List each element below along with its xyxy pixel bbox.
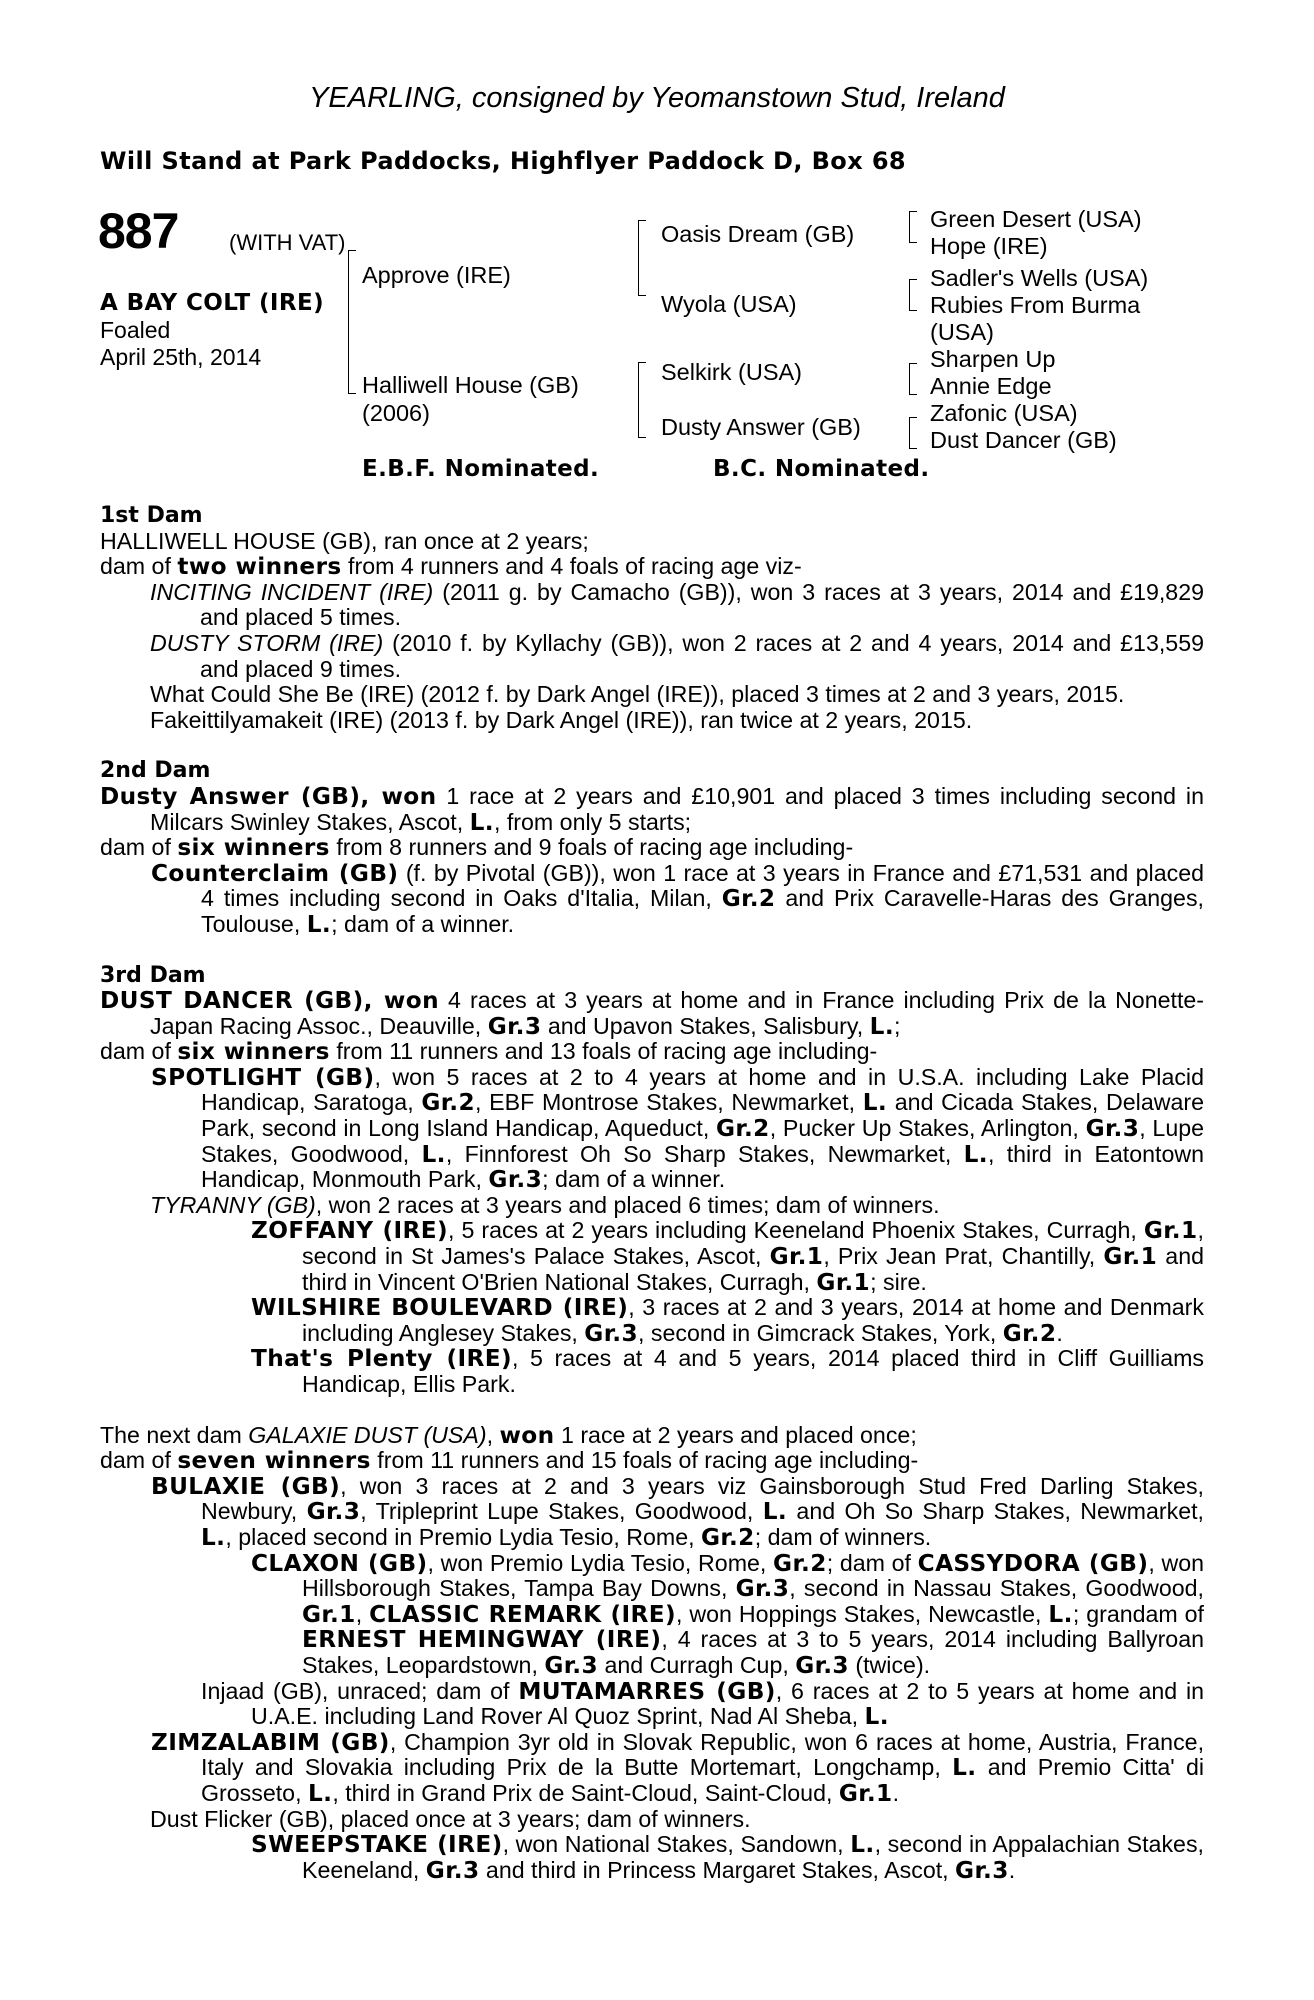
pedigree-bracket-dam <box>638 362 646 438</box>
pedigree-gg6: Annie Edge <box>930 373 1052 399</box>
second-dam-record: Dusty Answer (GB), won 1 race at 2 years and £10,901 and placed 3 times including second in Milcars Swinley Stakes, Ascot, L., from only 5 starts; <box>100 782 1204 836</box>
produce-injaad: Injaad (GB), unraced; dam of MUTAMARRES (GB), 6 races at 2 to 5 years at home and in U.A.E. including Land Rover Al Quoz Sprint, Nad Al Sheba, L. <box>201 1677 1204 1731</box>
produce-spotlight: SPOTLIGHT (GB), won 5 races at 2 to 4 years at home and in U.S.A. including Lake Placid Handicap, Saratoga, Gr.2, EBF Montrose Stakes, Newmarket, L. and Cicada Stakes, Delaware Park, second in Long Island Handicap, Aqueduct, Gr.2, Pucker Up Stakes, Arlington, Gr.3, Lupe Stakes, Goodwood, L., Finnforest Oh So Sharp Stakes, Newmarket, L., third in Eatontown Handicap, Monmouth Park, Gr.3; dam of a winner. <box>151 1063 1205 1194</box>
pedigree-gg1: Green Desert (USA) <box>930 206 1142 232</box>
pedigree-bracket-g12 <box>909 211 917 243</box>
produce-inciting-incident: INCITING INCIDENT (IRE) (2011 g. by Camacho (GB)), won 3 races at 3 years, 2014 and £19,829 and placed 5 times. <box>150 578 1204 631</box>
first-dam-produce-summary: dam of two winners from 4 runners and 4 foals of racing age viz- <box>100 553 802 581</box>
next-dam-produce-summary: dam of seven winners from 11 runners and 15 foals of racing age including- <box>100 1447 919 1475</box>
third-dam-produce-summary: dam of six winners from 11 runners and 13 foals of racing age including- <box>100 1038 878 1066</box>
pedigree-sire: Approve (IRE) <box>362 262 511 288</box>
pedigree-sire-dam: Wyola (USA) <box>661 291 797 317</box>
pedigree-sire-sire: Oasis Dream (GB) <box>661 221 855 247</box>
pedigree-gg5: Sharpen Up <box>930 346 1056 372</box>
pedigree-bracket-g34 <box>909 279 917 311</box>
produce-what-could-she-be: What Could She Be (IRE) (2012 f. by Dark Angel (IRE)), placed 3 times at 2 and 3 years, 2015. <box>150 681 1125 708</box>
produce-wilshire-boulevard: WILSHIRE BOULEVARD (IRE), 3 races at 2 and 3 years, 2014 at home and Denmark including Anglesey Stakes, Gr.3, second in Gimcrack Stakes, York, Gr.2. <box>251 1294 1204 1347</box>
foaled-label: Foaled <box>100 317 171 343</box>
produce-dust-flicker: Dust Flicker (GB), placed once at 3 years; dam of winners. <box>150 1805 751 1832</box>
pedigree-dam-year: (2006) <box>362 400 430 426</box>
third-dam-heading: 3rd Dam <box>100 962 206 988</box>
produce-counterclaim: Counterclaim (GB) (f. by Pivotal (GB)), won 1 race at 3 years in France and £71,531 and placed 4 times including second in Oaks d'Italia, Milan, Gr.2 and Prix Caravelle-Haras des Granges, Toulouse, L.; dam of a winner. <box>151 859 1204 938</box>
produce-tyranny: TYRANNY (GB), won 2 races at 3 years and placed 6 times; dam of winners. <box>150 1191 940 1218</box>
pedigree-bracket-g78 <box>909 417 917 449</box>
pedigree-bracket-main <box>348 250 356 394</box>
ebf-nominated: E.B.F. Nominated. <box>362 456 600 482</box>
pedigree-dam: Halliwell House (GB) <box>362 372 579 398</box>
stand-location: Will Stand at Park Paddocks, Highflyer Paddock D, Box 68 <box>100 147 907 175</box>
produce-zoffany: ZOFFANY (IRE), 5 races at 2 years including Keeneland Phoenix Stakes, Curragh, Gr.1, second in St James's Palace Stakes, Ascot, Gr.1, Prix Jean Prat, Chantilly, Gr.1 and third in Vincent O'Brien National Stakes, Curragh, Gr.1; sire. <box>251 1217 1204 1296</box>
vat-note: (WITH VAT) <box>229 230 346 255</box>
pedigree-gg3: Sadler's Wells (USA) <box>930 265 1149 291</box>
lot-info <box>100 290 324 371</box>
bc-nominated: B.C. Nominated. <box>713 456 930 482</box>
produce-bulaxie: BULAXIE (GB), won 3 races at 2 and 3 years viz Gainsborough Stud Fred Darling Stakes, Newbury, Gr.3, Tripleprint Lupe Stakes, Goodwood, L. and Oh So Sharp Stakes, Newmarket, L., placed second in Premio Lydia Tesio, Rome, Gr.2; dam of winners. <box>151 1472 1204 1551</box>
produce-fakeittilyamakeit: Fakeittilyamakeit (IRE) (2013 f. by Dark Angel (IRE)), ran twice at 2 years, 2015. <box>150 706 973 733</box>
next-dam-record: The next dam GALAXIE DUST (USA), won 1 race at 2 years and placed once; <box>100 1421 917 1449</box>
pedigree-bracket-sire <box>638 220 646 296</box>
second-dam-produce-summary: dam of six winners from 8 runners and 9 foals of racing age including- <box>100 834 854 862</box>
pedigree-dam-sire: Selkirk (USA) <box>661 359 803 385</box>
pedigree-gg8: Dust Dancer (GB) <box>930 427 1117 453</box>
pedigree-bracket-g56 <box>909 363 917 395</box>
third-dam-record: DUST DANCER (GB), won 4 races at 3 years at home and in France including Prix de la Nonette-Japan Racing Assoc., Deauville, Gr.3 and Upavon Stakes, Salisbury, L.; <box>100 987 1204 1040</box>
produce-thats-plenty: That's Plenty (IRE), 5 races at 4 and 5 years, 2014 placed third in Cliff Guilliams Handicap, Ellis Park. <box>251 1345 1205 1397</box>
pedigree-gg4: Rubies From Burma <box>930 292 1141 318</box>
lot-description: A BAY COLT (IRE) <box>100 290 324 316</box>
first-dam-heading: 1st Dam <box>100 503 203 528</box>
produce-zimzalabim: ZIMZALABIM (GB), Champion 3yr old in Slovak Republic, won 6 races at home, Austria, France, Italy and Slovakia including Prix de la Butte Mortemart, Longchamp, L. and Premio Citta' di Grosseto, L., third in Grand Prix de Saint-Cloud, Saint-Cloud, Gr.1. <box>151 1728 1205 1807</box>
first-dam-line: HALLIWELL HOUSE (GB), ran once at 2 years; <box>100 527 589 554</box>
produce-dusty-storm: DUSTY STORM (IRE) (2010 f. by Kyllachy (GB)), won 2 races at 2 and 4 years, 2014 and £13,559 and placed 9 times. <box>150 629 1204 682</box>
second-dam-heading: 2nd Dam <box>100 758 211 784</box>
pedigree-dam-dam: Dusty Answer (GB) <box>661 414 861 440</box>
pedigree-gg4-country: (USA) <box>930 319 994 345</box>
foaled-date: April 25th, 2014 <box>100 344 262 370</box>
pedigree-gg7: Zafonic (USA) <box>930 400 1078 426</box>
produce-sweepstake: SWEEPSTAKE (IRE), won National Stakes, Sandown, L., second in Appalachian Stakes, Keeneland, Gr.3 and third in Princess Margaret Stakes, Ascot, Gr.3. <box>251 1831 1204 1884</box>
lot-number: 887 <box>98 203 179 259</box>
pedigree-notes <box>100 503 1204 1883</box>
consignment-header: YEARLING, consigned by Yeomanstown Stud, Ireland <box>309 82 1005 114</box>
pedigree-gg2: Hope (IRE) <box>930 233 1048 259</box>
produce-claxon: CLAXON (GB), won Premio Lydia Tesio, Rome, Gr.2; dam of CASSYDORA (GB), won Hillsborough Stakes, Tampa Bay Downs, Gr.3, second in Nassau Stakes, Goodwood, Gr.1, CLASSIC REMARK (IRE), won Hoppings Stakes, Newcastle, L.; grandam of ERNEST HEMINGWAY (IRE), 4 races at 3 to 5 years, 2014 including Ballyroan Stakes, Leopardstown, Gr.3 and Curragh Cup, Gr.3 (twice). <box>251 1549 1204 1679</box>
